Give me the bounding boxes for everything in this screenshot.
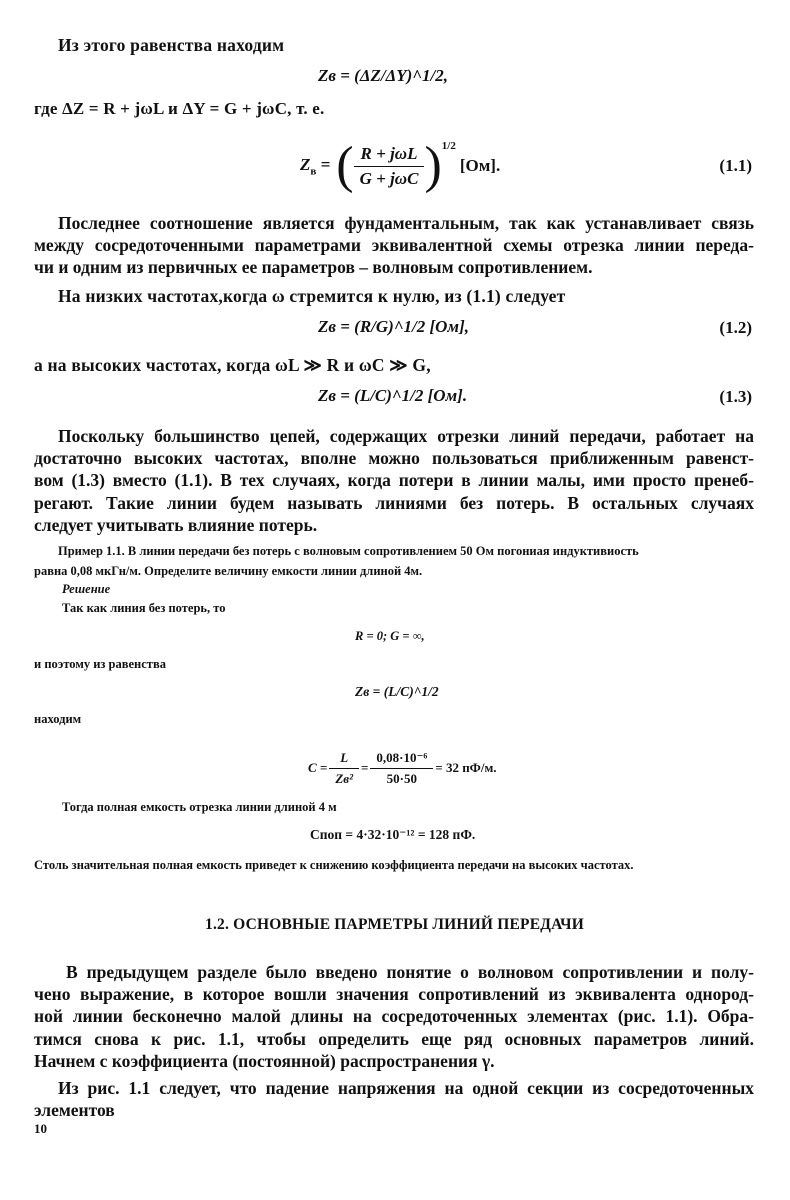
formula-1-1-denominator: G + jωC (359, 168, 419, 188)
formula-1-3: Zв = (L/C)^1/2 [Ом]. (318, 386, 468, 405)
page-number: 10 (34, 1121, 47, 1136)
solution-label: Решение (62, 582, 111, 596)
c-frac2-den: 50·50 (386, 770, 418, 786)
paragraph-2-line-3: вом (1.3) вместо (1.1). В тех случаях, когда потери в линии малы, ими просто пренеб- (34, 470, 754, 491)
example-line-1 (58, 543, 758, 560)
paragraph-4 (34, 1077, 754, 1121)
paragraph-1 (34, 212, 754, 279)
high-frequency-text: а на высоких частотах, когда ωL ≫ R и ωC ≫ G, (34, 355, 431, 375)
example-line-2: равна 0,08 мкГн/м. Определите величину емкости линии длиной 4м. (34, 564, 423, 578)
c-left: C = (308, 760, 328, 775)
where-line-text: где ΔZ = R + jωL и ΔY = G + jωC, т. е. (34, 99, 325, 118)
paragraph-3-line-1: В предыдущем разделе было введено понятие о волновом сопротивлении и полу- (66, 962, 754, 982)
find-text-2: находим (34, 712, 82, 726)
c-computation: C = $\frac{L}{\text{Zв²}}$ = $\frac{\text{0,08·10⁻⁶}}{50\cdot 50}$ = 32 пФ/м. (308, 749, 497, 786)
c-frac1-num: L (329, 750, 359, 769)
paragraph-1-line-1: Последнее соотношение является фундаментальным, так как устанавливает связь (58, 213, 754, 233)
c-total: Cпоп = 4·32·10⁻¹² = 128 пФ. (310, 827, 476, 842)
paragraph-4-line-1: Из рис. 1.1 следует, что падение напряжения на одной секции из сосредоточенных (58, 1078, 754, 1098)
where-line (34, 97, 324, 120)
paragraph-2-line-4: регают. Такие линии будем называть линиями без потерь. В остальных случаях (34, 492, 754, 513)
paragraph-4-line-2: элементов (34, 1100, 115, 1121)
low-frequency-text: На низких частотах,когда ω стремится к нулю, из (1.1) следует (58, 286, 566, 306)
formula-1-1-numerator: R + jωL (354, 144, 425, 167)
from-equation-text: и поэтому из равенства (34, 657, 166, 671)
paragraph-2 (34, 425, 754, 536)
example-label: Пример 1.1. (58, 544, 125, 558)
paragraph-3 (34, 961, 754, 1072)
paragraph-2-line-1: Поскольку большинство цепей, содержащих отрезки линий передачи, работает на (58, 426, 754, 446)
c-frac2-num: 0,08·10⁻⁶ (370, 750, 433, 769)
eq-number-1-3: (1.3) (719, 387, 752, 406)
conclusion-line: Столь значительная полная емкость приведет к снижению коэффициента передачи на высоких частотах. (34, 858, 634, 872)
total-capacity-line: Тогда полная емкость отрезка линии длиной 4 м (62, 800, 337, 814)
formula-1-2: Zв = (R/G)^1/2 [Ом], (318, 317, 469, 336)
formula-zv-1: Zв = (ΔZ/ΔY)^1/2, (318, 66, 448, 85)
formula-1-1-unit: [Ом]. (459, 156, 501, 175)
paragraph-1-line-3: чи и одним из первичных ее параметров – волновым сопротивлением. (34, 257, 593, 278)
eq-number-1-2: (1.2) (719, 318, 752, 337)
paragraph-1-line-2: между сосредоточенными параметрами эквивалентной схемы отрезка линии переда- (34, 235, 754, 256)
r-g-values: R = 0; G = ∞, (355, 629, 425, 643)
section-heading: 1.2. ОСНОВНЫЕ ПАРМЕТРЫ ЛИНИЙ ПЕРЕДАЧИ (205, 916, 584, 933)
paragraph-3-line-2: чено выражение, в которое вошли значения сопротивлений из эквивалента однород- (34, 984, 754, 1005)
formula-1-1: $Z_в$ = ( $\frac{\text{R + jωL}}{\text{G + jωC}}$ ) $^{1/2}$ [Ом]. (300, 137, 501, 194)
c-frac1-den: Zв² (335, 770, 353, 786)
example-text-1: В линии передачи без потерь с волновым сопротивлением 50 Ом погониая индуктивиость (127, 544, 639, 558)
since-line: Так как линия без потерь, то (62, 601, 226, 615)
paragraph-2-line-5: следует учитывать влияние потерь. (34, 514, 318, 535)
c-result: = 32 пФ/м. (435, 760, 497, 775)
paragraph-3-line-3: ной линии бесконечно малой длины на сосредоточенных элементах (рис. 1.1). Обра- (34, 1006, 754, 1027)
paragraph-3-line-5: Начнем с коэффициента (постоянной) распространения γ. (34, 1050, 495, 1071)
formula-zv-2: Zв = (L/C)^1/2 (355, 684, 439, 699)
eq-number-1-1: (1.1) (719, 156, 752, 175)
intro-find-text: Из этого равенства находим (58, 35, 285, 55)
paragraph-2-line-2: достаточно высоких частотах, вполне можно пользоваться приближенным равенст- (34, 448, 754, 469)
paragraph-3-line-4: тимся снова к рис. 1.1, чтобы определить еще ряд основных параметров линий. (34, 1028, 754, 1049)
